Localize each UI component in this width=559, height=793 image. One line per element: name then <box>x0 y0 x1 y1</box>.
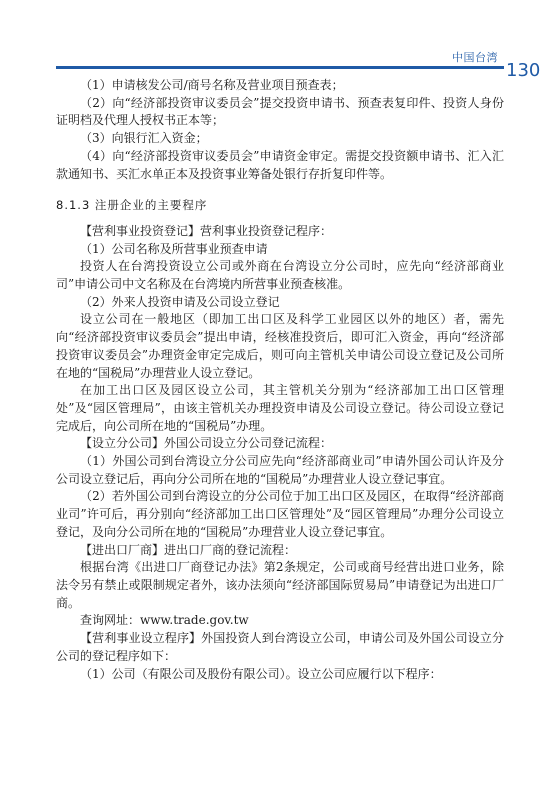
paragraph: （2）向“经济部投资审议委员会”提交投资申请书、预查表复印件、投资人身份证明档及代理人授权书正本等； <box>56 95 504 128</box>
paragraph: （2）外来人投资申请及公司设立登记 <box>80 294 280 309</box>
paragraph: 设立公司在一般地区（即加工出口区及科学工业园区以外的地区）者，需先向“经济部投资审议委员会”提出申请，经核准投资后，即可汇入资金，再向“经济部投资审议委员会”办理资金审定完成后，则可向主管机关申请公司设立登记及公司所在地的“国税局”办理营业人设立登记。 <box>56 312 504 380</box>
paragraph: 在加工出口区及园区设立公司，其主管机关分别为“经济部加工出口区管理处”及“园区管理局”，由该主管机关办理投资申请及公司设立登记。待公司设立登记完成后，向公司所在地的“国税局”办理。 <box>56 383 504 433</box>
paragraph: （1）公司（有限公司及股份有限公司）。设立公司应履行以下程序： <box>80 666 442 681</box>
paragraph: 【营利事业设立程序】外国投资人到台湾设立公司，申请公司及外国公司设立分公司的登记程序如下： <box>56 631 504 663</box>
paragraph: （1）申请核发公司/商号名称及营业项目预查表； <box>80 78 344 92</box>
paragraph: 【营利事业投资登记】营利事业投资登记程序： <box>80 223 333 238</box>
section-heading: 8.1.3 注册企业的主要程序 <box>56 198 208 213</box>
paragraph: （1）外国公司到台湾设立分公司应先向“经济部商业司”申请外国公司认许及分公司设立登记后，再向分公司所在地的“国税局”办理营业人设立登记事宜。 <box>56 454 504 486</box>
header-rule <box>56 66 504 69</box>
paragraph: （4）向“经济部投资审议委员会”申请资金审定。需提交投资额申请书、汇入汇款通知书、买汇水单正本及投资事业筹备处银行存折复印件等。 <box>56 148 504 181</box>
paragraph: 查询网址：www.trade.gov.tw <box>80 613 249 628</box>
paragraph: （2）若外国公司到台湾设立的分公司位于加工出口区及园区，在取得“经济部商业司”许可后，再分别向“经济部加工出口区管理处”及“园区管理局”办理分公司设立登记，及向分公司所在地的“国税局”办理营业人设立登记事宜。 <box>56 489 504 539</box>
paragraph: 投资人在台湾投资设立公司或外商在台湾设立分公司时，应先向“经济部商业司”申请公司中文名称及在台湾境内所营事业预查核准。 <box>56 259 504 292</box>
paragraph: （3）向银行汇入资金； <box>80 131 208 146</box>
paragraph: （1）公司名称及所营事业预查申请 <box>80 241 268 256</box>
page-number: 130 <box>506 60 541 81</box>
running-header-title: 中国台湾 <box>452 51 498 64</box>
page-body <box>56 77 504 683</box>
paragraph: 【进出口厂商】进出口厂商的登记流程： <box>80 542 297 557</box>
paragraph: 【设立分公司】外国公司设立分公司登记流程： <box>80 436 333 451</box>
paragraph: 根据台湾《出进口厂商登记办法》第2条规定，公司或商号经营出进口业务，除法令另有禁止或限制规定者外，该办法须向“经济部国际贸易局”申请登记为出进口厂商。 <box>56 560 504 610</box>
